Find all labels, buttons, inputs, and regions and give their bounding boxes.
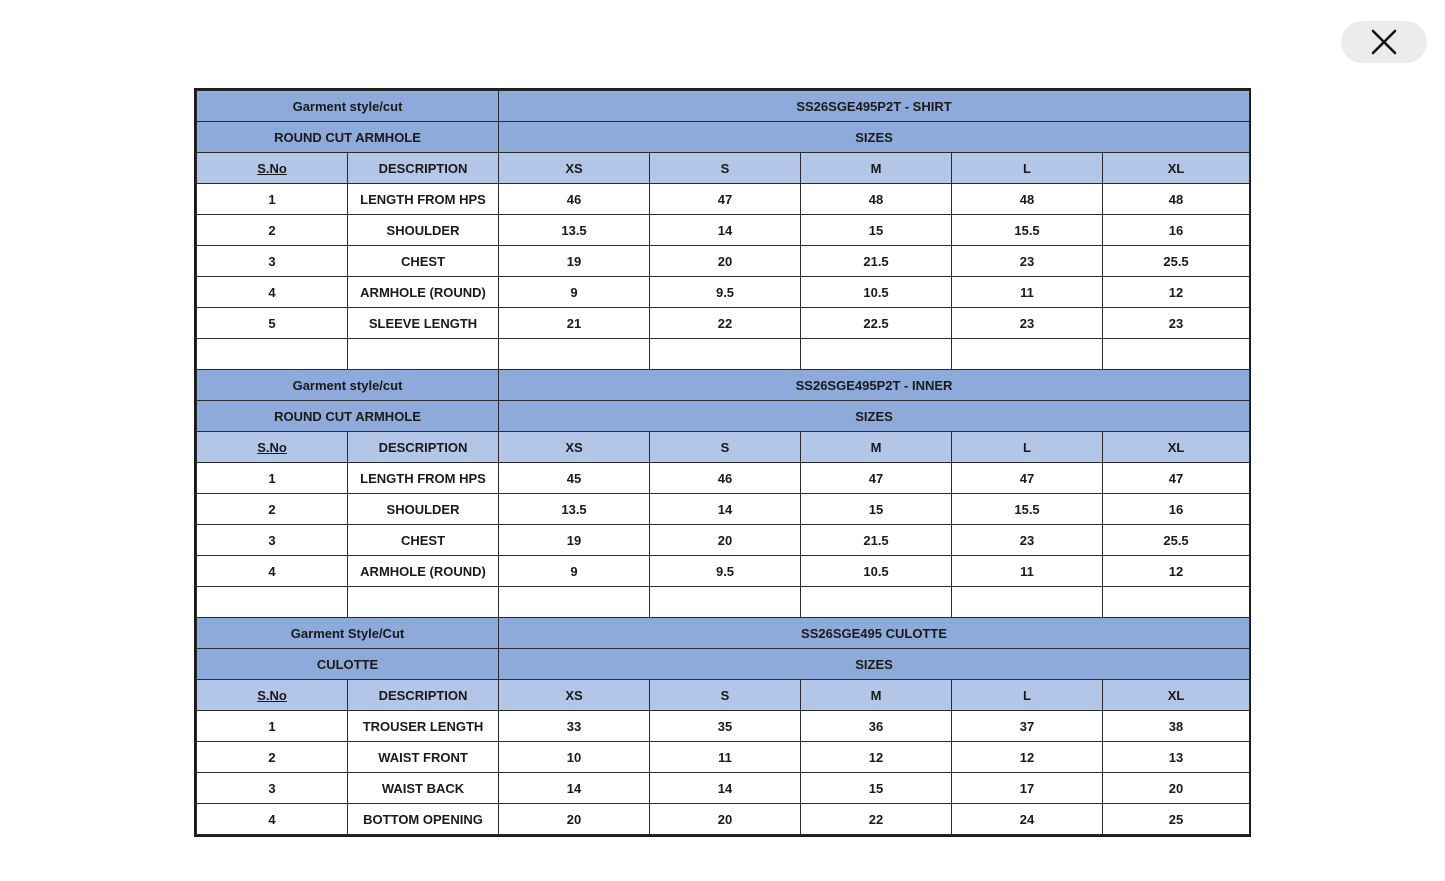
empty-cell <box>197 339 348 370</box>
size-value: 13 <box>1103 742 1250 773</box>
empty-cell <box>801 339 952 370</box>
size-value: 25.5 <box>1103 525 1250 556</box>
row-number: 3 <box>197 246 348 277</box>
size-value: 33 <box>499 711 650 742</box>
column-header <box>801 432 952 463</box>
row-number: 2 <box>197 742 348 773</box>
sno-header-label: S.No <box>257 687 287 703</box>
style-code: SS26SGE495P2T - SHIRT <box>499 91 1250 122</box>
size-value: 16 <box>1103 494 1250 525</box>
column-header <box>499 680 650 711</box>
row-number: 4 <box>197 556 348 587</box>
size-value: 20 <box>1103 773 1250 804</box>
section-style-row <box>197 618 1250 649</box>
size-value: 47 <box>650 184 801 215</box>
size-value: 12 <box>952 742 1103 773</box>
row-description: TROUSER LENGTH <box>348 711 499 742</box>
empty-cell <box>952 587 1103 618</box>
size-value: 21 <box>499 308 650 339</box>
column-header-label: M <box>870 160 882 176</box>
size-value: 9.5 <box>650 277 801 308</box>
row-description: BOTTOM OPENING <box>348 804 499 835</box>
column-header <box>348 432 499 463</box>
size-value: 12 <box>1103 277 1250 308</box>
column-header <box>1103 680 1250 711</box>
section-spacer-row <box>197 587 1250 618</box>
size-value: 9 <box>499 556 650 587</box>
row-description: ARMHOLE (ROUND) <box>348 556 499 587</box>
column-header-label: XS <box>565 439 583 455</box>
size-value: 36 <box>801 711 952 742</box>
column-header <box>197 432 348 463</box>
column-header-label: L <box>1023 439 1031 455</box>
column-header-label: XL <box>1167 160 1185 176</box>
column-header-label: DESCRIPTION <box>378 439 468 455</box>
size-value: 38 <box>1103 711 1250 742</box>
row-description: SHOULDER <box>348 494 499 525</box>
row-description: SLEEVE LENGTH <box>348 308 499 339</box>
size-value: 20 <box>650 246 801 277</box>
size-value: 10 <box>499 742 650 773</box>
size-value: 10.5 <box>801 556 952 587</box>
row-number: 2 <box>197 215 348 246</box>
section-cut-row <box>197 401 1250 432</box>
column-header <box>952 680 1103 711</box>
column-header <box>499 432 650 463</box>
row-number: 1 <box>197 711 348 742</box>
row-description: SHOULDER <box>348 215 499 246</box>
size-value: 23 <box>952 525 1103 556</box>
table-row <box>197 215 1250 246</box>
row-description: LENGTH FROM HPS <box>348 184 499 215</box>
empty-cell <box>650 587 801 618</box>
column-header <box>1103 432 1250 463</box>
table-row <box>197 277 1250 308</box>
column-header-row <box>197 153 1250 184</box>
row-number: 4 <box>197 804 348 835</box>
size-value: 15.5 <box>952 494 1103 525</box>
column-header-label: M <box>870 439 882 455</box>
sizes-label: SIZES <box>499 401 1250 432</box>
column-header-label: XS <box>565 160 583 176</box>
column-header-label: XL <box>1167 687 1185 703</box>
size-value: 11 <box>650 742 801 773</box>
column-header <box>952 153 1103 184</box>
column-header <box>650 153 801 184</box>
row-number: 3 <box>197 525 348 556</box>
size-value: 15.5 <box>952 215 1103 246</box>
size-value: 47 <box>801 463 952 494</box>
size-value: 46 <box>650 463 801 494</box>
column-header-label: DESCRIPTION <box>378 687 468 703</box>
row-description: CHEST <box>348 525 499 556</box>
close-button[interactable] <box>1341 21 1427 63</box>
table-row <box>197 246 1250 277</box>
column-header-label: L <box>1023 687 1031 703</box>
row-description: CHEST <box>348 246 499 277</box>
size-value: 12 <box>1103 556 1250 587</box>
empty-cell <box>650 339 801 370</box>
style-label: Garment style/cut <box>197 91 499 122</box>
row-description: LENGTH FROM HPS <box>348 463 499 494</box>
size-value: 23 <box>1103 308 1250 339</box>
cut-label: CULOTTE <box>197 649 499 680</box>
empty-cell <box>499 339 650 370</box>
style-label: Garment style/cut <box>197 370 499 401</box>
row-number: 1 <box>197 184 348 215</box>
style-code: SS26SGE495 CULOTTE <box>499 618 1250 649</box>
column-header-label: S <box>720 160 730 176</box>
section-spacer-row <box>197 339 1250 370</box>
row-number: 4 <box>197 277 348 308</box>
table-row <box>197 804 1250 835</box>
size-value: 14 <box>650 215 801 246</box>
table-row <box>197 556 1250 587</box>
style-label: Garment Style/Cut <box>197 618 499 649</box>
row-number: 5 <box>197 308 348 339</box>
size-value: 15 <box>801 494 952 525</box>
size-value: 46 <box>499 184 650 215</box>
empty-cell <box>197 587 348 618</box>
size-value: 20 <box>650 525 801 556</box>
column-header-label: L <box>1023 160 1031 176</box>
cut-label: ROUND CUT ARMHOLE <box>197 122 499 153</box>
size-value: 15 <box>801 215 952 246</box>
column-header-label: XS <box>565 687 583 703</box>
size-value: 47 <box>1103 463 1250 494</box>
size-value: 25.5 <box>1103 246 1250 277</box>
size-value: 14 <box>650 773 801 804</box>
empty-cell <box>952 339 1103 370</box>
close-icon <box>1371 29 1397 55</box>
size-value: 35 <box>650 711 801 742</box>
size-value: 23 <box>952 246 1103 277</box>
row-description: ARMHOLE (ROUND) <box>348 277 499 308</box>
column-header <box>650 432 801 463</box>
section-style-row <box>197 91 1250 122</box>
column-header-row <box>197 432 1250 463</box>
column-header <box>499 153 650 184</box>
table-row <box>197 463 1250 494</box>
size-value: 19 <box>499 246 650 277</box>
table-row <box>197 184 1250 215</box>
row-description: WAIST FRONT <box>348 742 499 773</box>
section-style-row <box>197 370 1250 401</box>
column-header <box>801 680 952 711</box>
size-value: 48 <box>801 184 952 215</box>
size-chart-sheet <box>194 88 1251 837</box>
row-number: 3 <box>197 773 348 804</box>
size-value: 23 <box>952 308 1103 339</box>
column-header <box>197 680 348 711</box>
column-header <box>952 432 1103 463</box>
size-value: 37 <box>952 711 1103 742</box>
column-header <box>197 153 348 184</box>
column-header <box>348 680 499 711</box>
size-value: 22 <box>801 804 952 835</box>
table-row <box>197 494 1250 525</box>
table-row <box>197 773 1250 804</box>
size-value: 11 <box>952 277 1103 308</box>
size-value: 22 <box>650 308 801 339</box>
size-value: 15 <box>801 773 952 804</box>
style-code: SS26SGE495P2T - INNER <box>499 370 1250 401</box>
sno-header-label: S.No <box>257 160 287 176</box>
sno-header-label: S.No <box>257 439 287 455</box>
table-row <box>197 525 1250 556</box>
size-value: 22.5 <box>801 308 952 339</box>
empty-cell <box>348 587 499 618</box>
table-row <box>197 742 1250 773</box>
column-header-label: S <box>720 687 730 703</box>
size-value: 9 <box>499 277 650 308</box>
column-header <box>801 153 952 184</box>
table-row <box>197 711 1250 742</box>
size-value: 20 <box>499 804 650 835</box>
empty-cell <box>348 339 499 370</box>
size-value: 13.5 <box>499 215 650 246</box>
size-value: 19 <box>499 525 650 556</box>
section-cut-row <box>197 649 1250 680</box>
size-value: 45 <box>499 463 650 494</box>
size-value: 24 <box>952 804 1103 835</box>
size-value: 14 <box>499 773 650 804</box>
empty-cell <box>1103 587 1250 618</box>
size-value: 17 <box>952 773 1103 804</box>
row-number: 1 <box>197 463 348 494</box>
size-value: 13.5 <box>499 494 650 525</box>
size-value: 14 <box>650 494 801 525</box>
column-header <box>1103 153 1250 184</box>
column-header-row <box>197 680 1250 711</box>
row-number: 2 <box>197 494 348 525</box>
size-value: 21.5 <box>801 525 952 556</box>
column-header-label: XL <box>1167 439 1185 455</box>
column-header-label: M <box>870 687 882 703</box>
size-value: 21.5 <box>801 246 952 277</box>
column-header-label: DESCRIPTION <box>378 160 468 176</box>
size-value: 16 <box>1103 215 1250 246</box>
column-header <box>650 680 801 711</box>
size-value: 12 <box>801 742 952 773</box>
column-header-label: S <box>720 439 730 455</box>
size-value: 11 <box>952 556 1103 587</box>
size-value: 48 <box>1103 184 1250 215</box>
empty-cell <box>499 587 650 618</box>
sizes-label: SIZES <box>499 122 1250 153</box>
size-value: 10.5 <box>801 277 952 308</box>
empty-cell <box>1103 339 1250 370</box>
column-header <box>348 153 499 184</box>
section-cut-row <box>197 122 1250 153</box>
size-chart-table <box>196 90 1250 835</box>
cut-label: ROUND CUT ARMHOLE <box>197 401 499 432</box>
size-value: 25 <box>1103 804 1250 835</box>
table-row <box>197 308 1250 339</box>
sizes-label: SIZES <box>499 649 1250 680</box>
row-description: WAIST BACK <box>348 773 499 804</box>
size-value: 48 <box>952 184 1103 215</box>
size-value: 9.5 <box>650 556 801 587</box>
empty-cell <box>801 587 952 618</box>
size-value: 47 <box>952 463 1103 494</box>
size-value: 20 <box>650 804 801 835</box>
